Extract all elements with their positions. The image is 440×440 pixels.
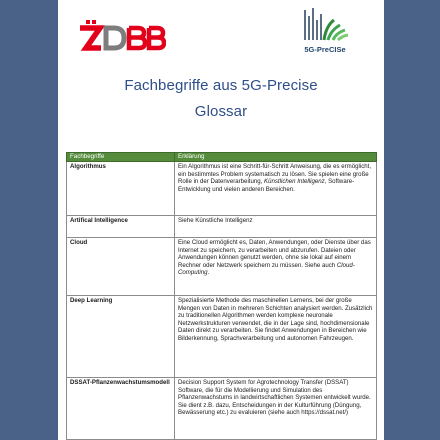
document-page [58, 0, 384, 440]
zdbb-logo [76, 14, 166, 58]
table-row [67, 378, 377, 440]
glossary-term: DSSAT-Pflanzenwachstumsmodell [67, 378, 175, 440]
explanation-text: . [207, 269, 210, 277]
glossary-explanation [175, 238, 377, 296]
explanation-italic-text: Cloud-Computing [178, 261, 355, 277]
explanation-text: Spezialisierte Methode des maschinellen Lernens, bei der große Mengen von Daten in mehreren Schichten analysiert werden. Zusätzlich zu traditionellen Algorithmen werden komplexe neuronale Netzwerkstrukturen verwendet, die in der Lage sind, hochdimensionale Daten direkt zu verarbeiten. Sie findet Anwendungen in Bereichen wie Bilderkennung, Sprachverarbeitung und autonomen Fahrzeugen. [178, 297, 373, 342]
5g-precise-logo-graphic [290, 6, 360, 46]
5g-precise-logo-text: 5G-PreCISe [304, 45, 346, 54]
glossary-term: Cloud [67, 238, 175, 296]
column-header-explanation: Erklärung [175, 153, 377, 162]
explanation-text: Ein Algorithmus ist eine Schritt-für-Schritt Anweisung, die es ermöglicht, ein bestimmtes Problem systematisch zu lösen. Sie spielen eine große Rolle in der Datenverarbeitung, [178, 163, 372, 186]
glossary-term: Algorithmus [67, 162, 175, 216]
table-row [67, 162, 377, 216]
explanation-text: Software, die für die Modellierung und Simulation des Pflanzenwachstums in landwirtschaftlichen Systemen entwickelt wurde. Sie dient z.B. dazu, Entscheidungen in der Kulturführung (Düngung, Bewässerung etc.) zu evaluieren (siehe auch https://dssat.net/) [178, 386, 371, 417]
glossary-table [66, 152, 377, 440]
table-row [67, 296, 377, 378]
glossary-explanation [175, 216, 377, 238]
glossary-header-row [67, 153, 377, 162]
glossary-explanation [175, 296, 377, 378]
explanation-text: Eine Cloud ermöglicht es, Daten, Anwendungen, oder Dienste über das Internet zu speichern, zu verarbeiten und abzurufen. Dateien oder Anwendungen können genutzt werden, ohne sie lokal auf einem Rechner oder Netzwerk speichern zu müssen. Siehe auch [178, 239, 371, 269]
table-row [67, 216, 377, 238]
explanation-text: Siehe Künstliche Intelligenz [178, 217, 253, 224]
column-header-term: Fachbegriffe [67, 153, 175, 162]
table-row [67, 238, 377, 296]
5g-precise-logo [290, 6, 360, 60]
page-subtitle: Glossar [194, 103, 248, 120]
explanation-italic-text: Künstlichen Intelligenz [264, 178, 325, 186]
glossary-term: Deep Learning [67, 296, 175, 378]
glossary-body [67, 162, 377, 440]
glossary-term: Artifical Intelligence [67, 216, 175, 238]
explanation-text: , Software-Entwicklung und vielen anderen Bereichen. [178, 178, 355, 193]
glossary-explanation [175, 378, 377, 440]
glossary-explanation [175, 162, 377, 216]
explanation-text: Decision Support System for Agrotechnology Transfer (DSSAT) [178, 379, 349, 386]
zdbb-logo-graphic [76, 14, 166, 58]
page-title: Fachbegriffe aus 5G-Precise [124, 77, 318, 94]
